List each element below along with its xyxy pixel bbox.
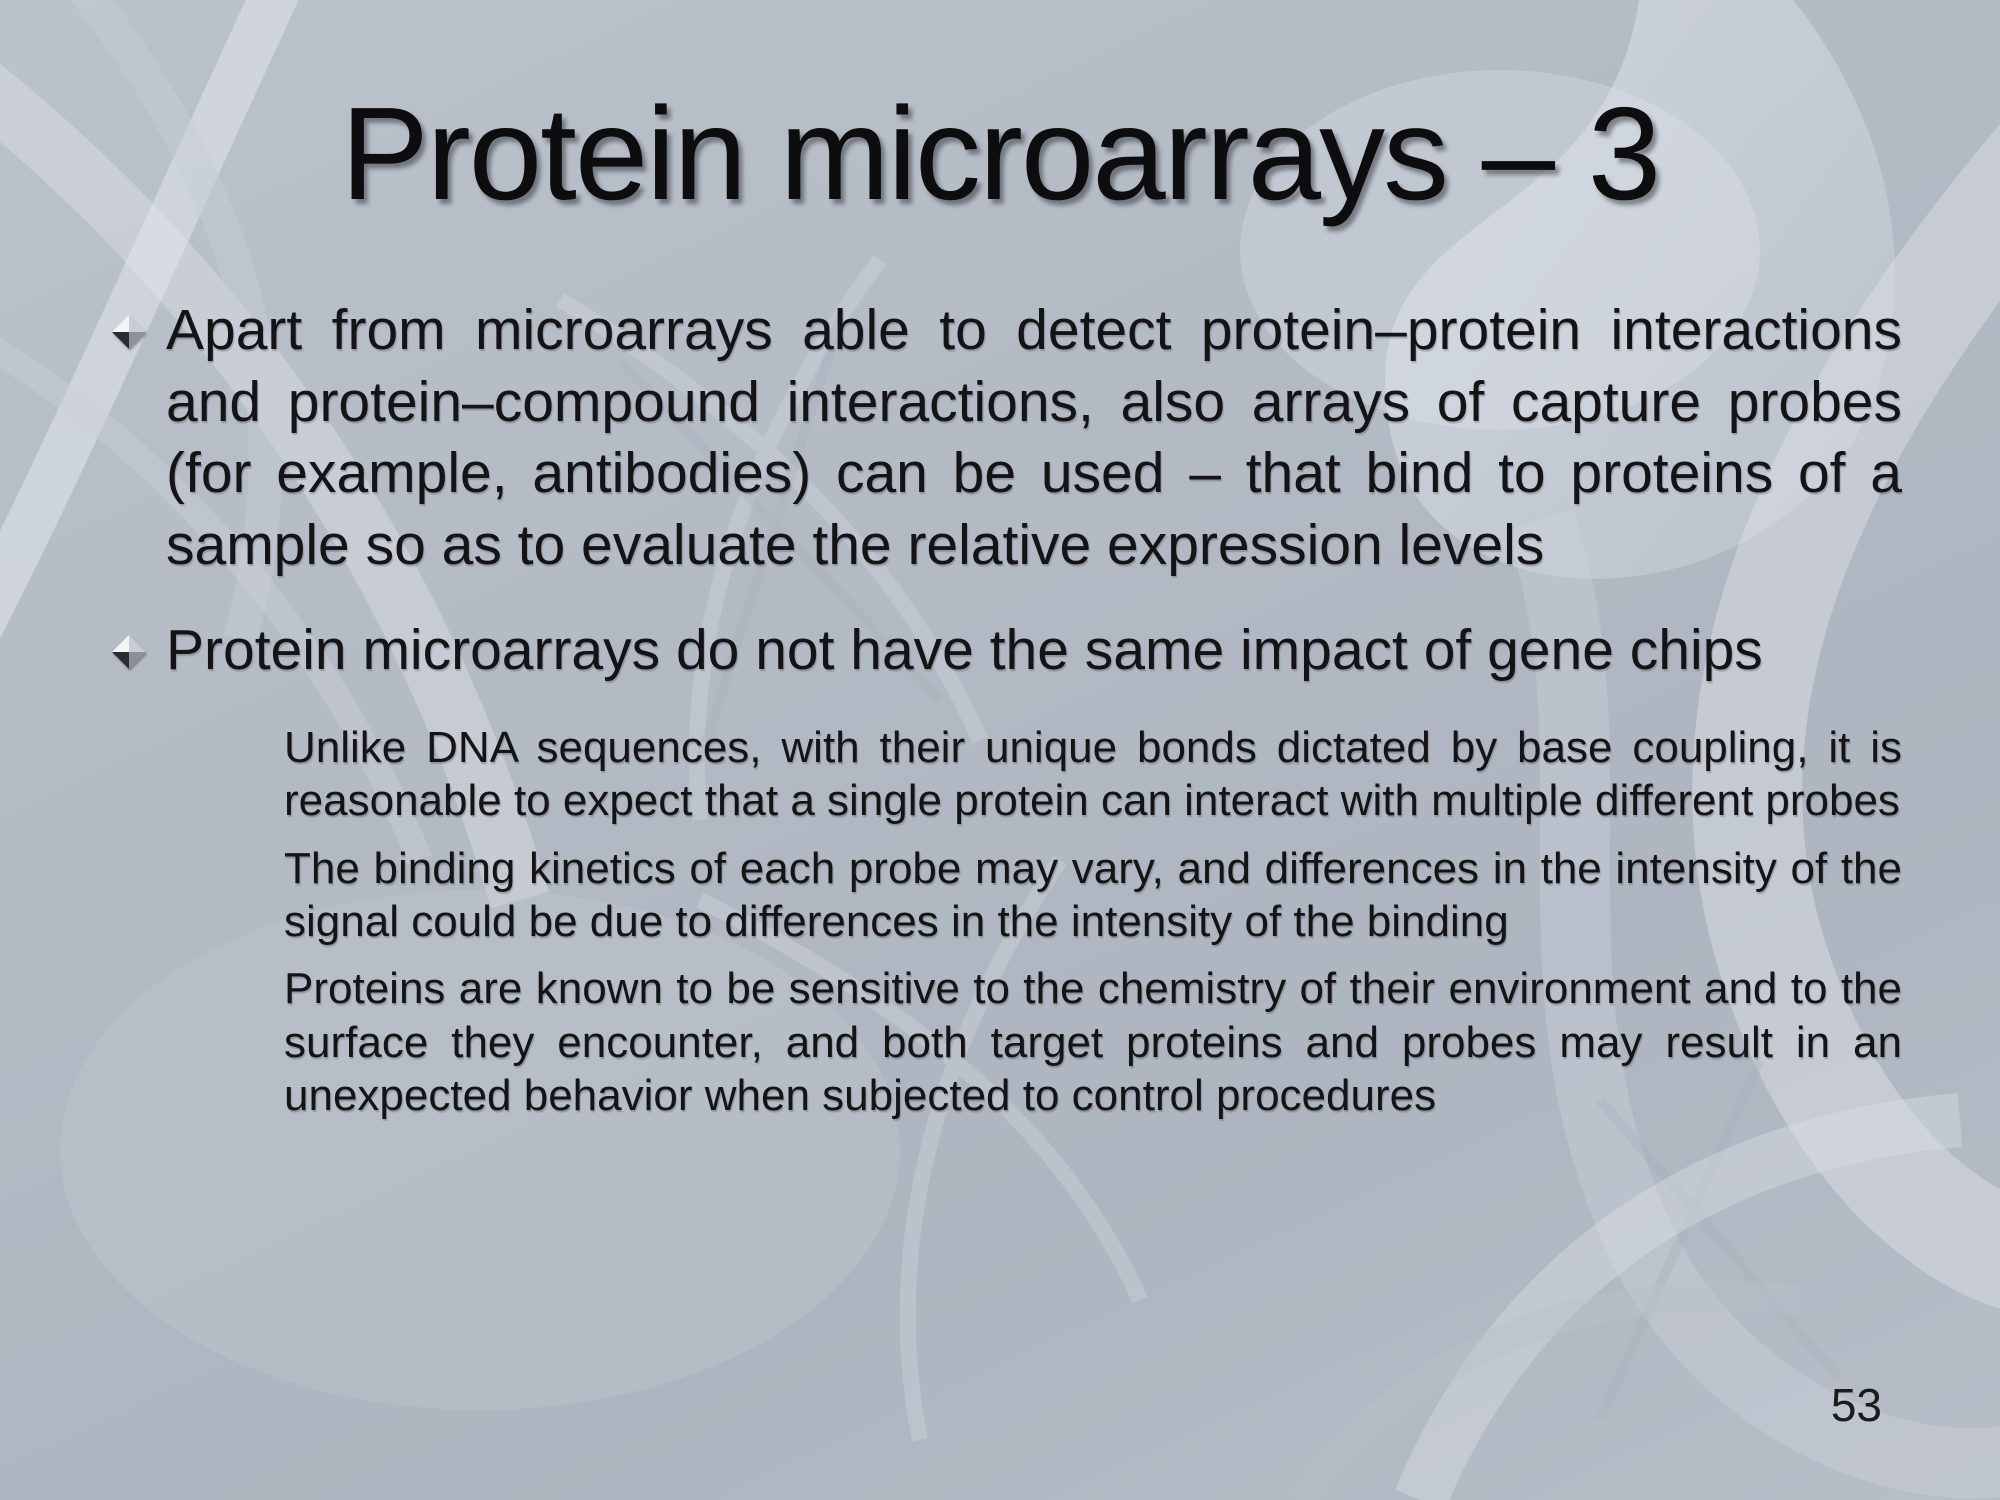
diamond-bullet-icon [112,315,146,349]
bullet-text: Apart from microarrays able to detect protein–protein interactions and protein–compound interactions, also arrays of capture probes (for example, antibodies) can be used – that bind to proteins of a sample so as to evaluate the relative expression levels [166,298,1902,577]
bullet-text: Protein microarrays do not have the same impact of gene chips [166,618,1763,683]
slide-body [0,295,2000,1137]
page-number: 53 [1830,1379,1882,1431]
sub-bullet-item-1 [0,721,2000,828]
bullet-text: Proteins are known to be sensitive to the chemistry of their environment and to the surface they encounter, and both target proteins and probes may result in an unexpected behavior when subjected to control procedures [284,964,1902,1121]
bullet-item-1 [0,295,2000,581]
sub-bullet-item-3 [0,962,2000,1122]
diamond-bullet-icon [112,635,146,669]
bullet-text: Unlike DNA sequences, with their unique bonds dictated by base coupling, it is reasonable to expect that a single protein can interact with multiple different probes [284,722,1902,826]
bullet-text: The binding kinetics of each probe may vary, and differences in the intensity of the signal could be due to differences in the intensity of the binding [284,843,1902,947]
sub-bullet-item-2 [0,842,2000,949]
slide-title: Protein microarrays – 3 [340,80,1660,227]
bullet-item-2 [0,615,2000,687]
